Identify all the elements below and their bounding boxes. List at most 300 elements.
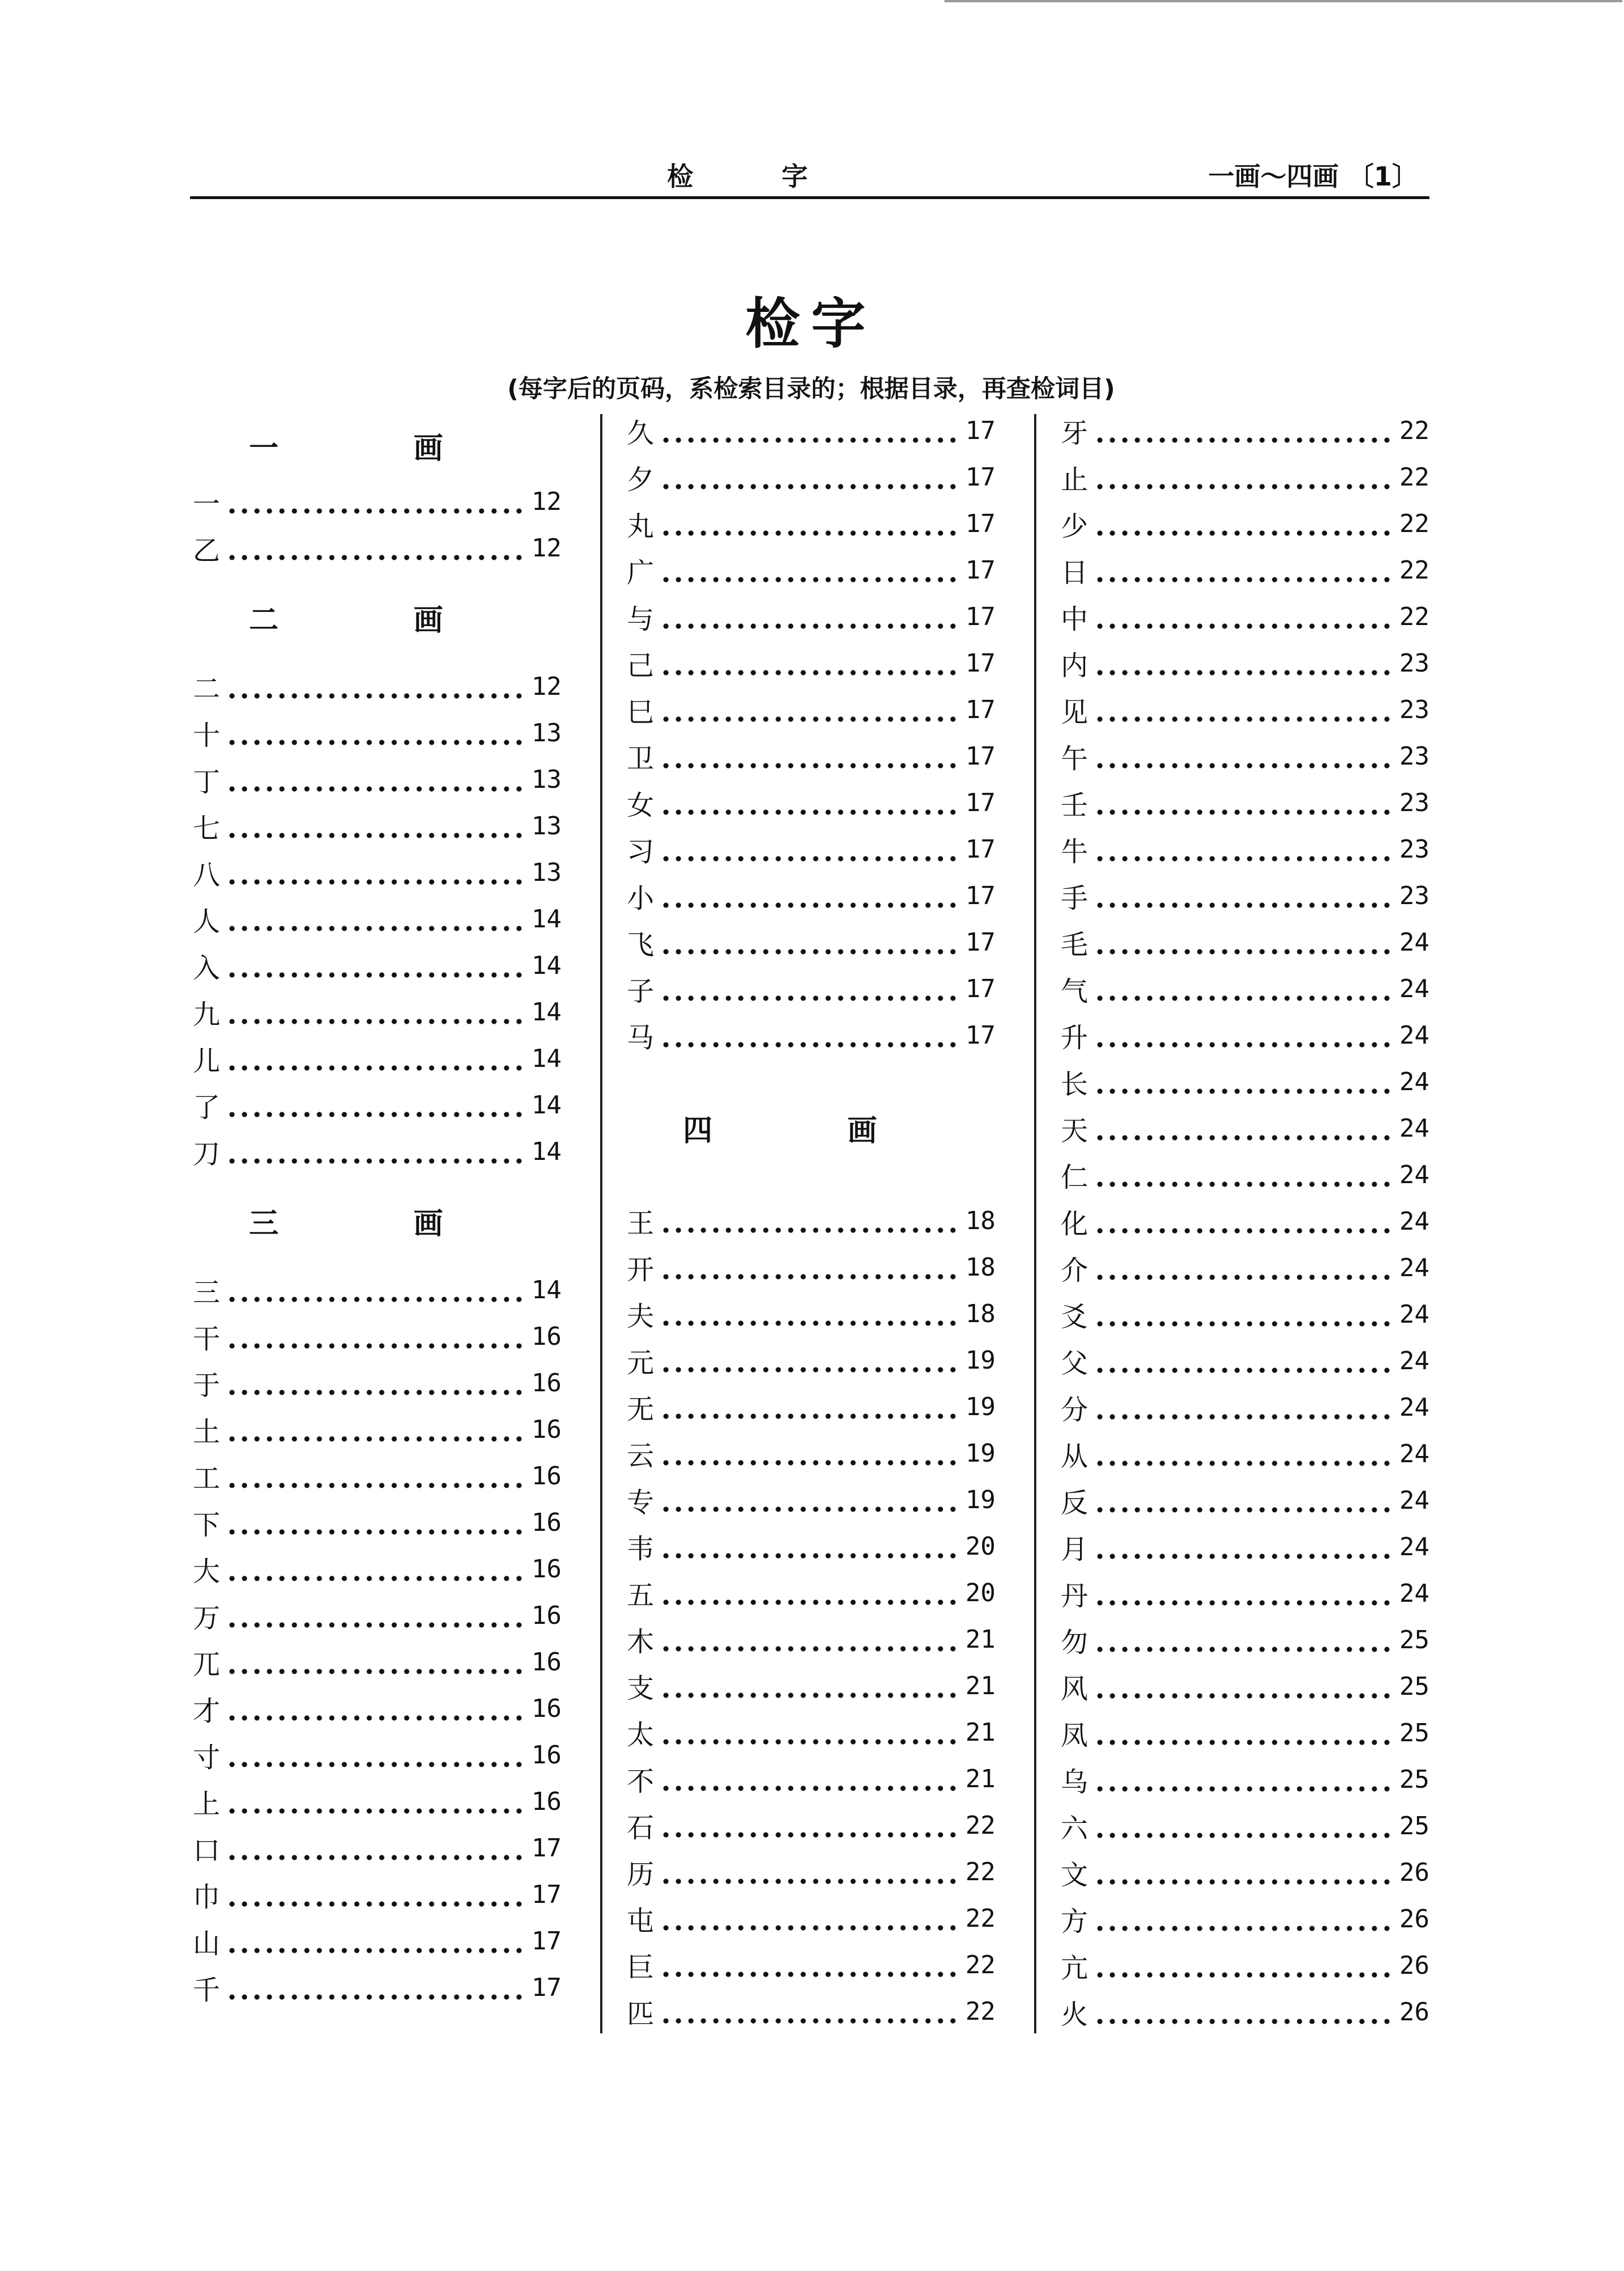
dot-leader	[226, 1741, 528, 1768]
index-entry	[1061, 686, 1429, 733]
index-entry	[627, 872, 996, 919]
entry-character: 飞	[627, 928, 655, 961]
index-entry	[1061, 1244, 1429, 1291]
entry-page-number: 22	[965, 1996, 996, 2026]
index-entry	[627, 1848, 996, 1895]
index-entry	[627, 1709, 996, 1755]
index-entry	[1061, 1523, 1429, 1570]
dot-leader	[660, 1207, 962, 1234]
dot-leader	[660, 1533, 962, 1560]
entry-page-number: 23	[1399, 648, 1429, 678]
dot-leader	[226, 1974, 528, 2001]
index-entry	[1061, 1384, 1429, 1430]
dot-leader	[1094, 1719, 1396, 1746]
index-entry	[1061, 826, 1429, 872]
stroke-count-heading: 一 画	[248, 432, 506, 466]
entry-page-number: 17	[965, 695, 996, 724]
entry-page-number: 24	[1399, 1206, 1429, 1236]
entry-page-number: 24	[1399, 1160, 1429, 1189]
entry-page-number: 22	[1399, 555, 1429, 585]
index-entry	[1061, 1709, 1429, 1756]
entry-page-number: 16	[532, 1508, 562, 1537]
entry-page-number: 12	[532, 672, 562, 701]
entry-page-number: 17	[965, 927, 996, 957]
index-entry	[1061, 1942, 1429, 1989]
dot-leader	[660, 1579, 962, 1606]
entry-character: 历	[627, 1858, 655, 1890]
entry-character: 木	[627, 1626, 655, 1658]
dot-leader	[226, 905, 528, 932]
index-entry	[1061, 1989, 1429, 2035]
entry-character: 入	[193, 952, 221, 984]
index-entry	[1061, 1570, 1429, 1616]
index-entry	[627, 1895, 996, 1941]
entry-character: 丁	[193, 766, 221, 798]
entry-character: 不	[627, 1765, 655, 1797]
entry-character: 牛	[1061, 835, 1089, 868]
entry-page-number: 20	[965, 1531, 996, 1561]
index-entry	[193, 1406, 562, 1453]
entry-character: 升	[1061, 1021, 1089, 1054]
entry-character: 一	[193, 488, 221, 520]
dot-leader	[1094, 928, 1396, 956]
entry-page-number: 22	[1399, 462, 1429, 492]
entry-page-number: 14	[532, 1090, 562, 1120]
entry-page-number: 14	[532, 1044, 562, 1073]
index-entry	[193, 1732, 562, 1778]
dot-leader	[1094, 1301, 1396, 1328]
entry-character: 广	[627, 556, 655, 589]
entry-page-number: 17	[965, 555, 996, 585]
entry-page-number: 17	[965, 416, 996, 445]
page-subtitle: (每字后的页码，系检索目录的；根据目录，再查检词目)	[507, 375, 1115, 403]
entry-page-number: 21	[965, 1717, 996, 1747]
entry-page-number: 24	[1399, 927, 1429, 957]
dot-leader	[660, 882, 962, 909]
dot-leader	[660, 1998, 962, 2025]
entry-character: 九	[193, 998, 221, 1031]
entry-character: 上	[193, 1788, 221, 1820]
dot-leader	[660, 463, 962, 491]
entry-page-number: 17	[965, 1020, 996, 1050]
entry-page-number: 21	[965, 1624, 996, 1654]
entry-page-number: 18	[965, 1299, 996, 1328]
entry-page-number: 13	[532, 811, 562, 841]
dot-leader	[1094, 417, 1396, 444]
index-entry	[1061, 407, 1429, 454]
entry-page-number: 22	[965, 1903, 996, 1933]
index-entry	[193, 663, 562, 710]
entry-character: 大	[193, 1555, 221, 1588]
entry-character: 卫	[627, 742, 655, 775]
index-entry	[193, 1035, 562, 1082]
index-entry	[193, 1267, 562, 1313]
index-entry	[193, 942, 562, 989]
entry-character: 巳	[627, 696, 655, 728]
index-entry	[1061, 919, 1429, 965]
entry-character: 手	[1061, 882, 1089, 914]
dot-leader	[226, 1602, 528, 1629]
entry-page-number: 17	[965, 741, 996, 771]
entry-page-number: 17	[965, 881, 996, 910]
entry-page-number: 17	[532, 1973, 562, 2002]
entry-character: 凤	[1061, 1719, 1089, 1751]
dot-leader	[1094, 603, 1396, 630]
index-entry	[627, 1383, 996, 1430]
index-entry	[627, 1197, 996, 1244]
dot-leader	[226, 1369, 528, 1396]
entry-character: 人	[193, 905, 221, 938]
entry-page-number: 19	[965, 1392, 996, 1421]
entry-character: 牙	[1061, 417, 1089, 449]
dot-leader	[660, 1486, 962, 1513]
entry-page-number: 25	[1399, 1718, 1429, 1747]
stroke-count-heading: 三 画	[248, 1206, 506, 1241]
entry-character: 兀	[193, 1648, 221, 1681]
entry-page-number: 23	[1399, 834, 1429, 864]
entry-page-number: 22	[965, 1950, 996, 1979]
dot-leader	[1094, 975, 1396, 1002]
entry-page-number: 14	[532, 951, 562, 980]
dot-leader	[226, 719, 528, 746]
index-entry	[627, 919, 996, 965]
index-entry	[627, 1523, 996, 1569]
index-entry	[1061, 1430, 1429, 1477]
dot-leader	[1094, 835, 1396, 863]
entry-page-number: 20	[965, 1578, 996, 1607]
entry-character: 二	[193, 673, 221, 705]
entry-page-number: 24	[1399, 1532, 1429, 1561]
stroke-count-heading: 四 画	[682, 1114, 940, 1148]
entry-page-number: 17	[965, 648, 996, 678]
dot-leader	[1094, 1115, 1396, 1142]
entry-page-number: 25	[1399, 1765, 1429, 1794]
dot-leader	[660, 789, 962, 816]
entry-character: 亢	[1061, 1952, 1089, 1984]
entry-page-number: 17	[965, 509, 996, 538]
entry-page-number: 24	[1399, 1439, 1429, 1468]
index-entry	[1061, 872, 1429, 919]
entry-page-number: 26	[1399, 1997, 1429, 2027]
index-entry	[627, 779, 996, 826]
entry-page-number: 22	[965, 1857, 996, 1886]
entry-page-number: 12	[532, 487, 562, 516]
dot-leader	[1094, 556, 1396, 584]
entry-page-number: 26	[1399, 1904, 1429, 1934]
entry-page-number: 24	[1399, 1253, 1429, 1282]
entry-character: 丸	[627, 510, 655, 542]
index-entry	[1061, 779, 1429, 826]
index-entry	[1061, 1105, 1429, 1151]
index-entry	[193, 1360, 562, 1406]
dot-leader	[660, 1253, 962, 1281]
entry-character: 于	[193, 1369, 221, 1402]
dot-leader	[1094, 1487, 1396, 1514]
entry-page-number: 24	[1399, 1020, 1429, 1050]
entry-page-number: 25	[1399, 1671, 1429, 1701]
entry-character: 气	[1061, 975, 1089, 1007]
index-entry	[193, 1499, 562, 1546]
entry-character: 止	[1061, 463, 1089, 496]
entry-page-number: 24	[1399, 1346, 1429, 1375]
index-entry	[627, 593, 996, 640]
index-entry	[627, 1430, 996, 1476]
entry-page-number: 24	[1399, 1299, 1429, 1329]
entry-page-number: 21	[965, 1764, 996, 1793]
index-entry	[1061, 733, 1429, 779]
index-entry	[627, 1012, 996, 1058]
page-title: 检字	[745, 292, 877, 356]
column-divider	[600, 414, 602, 2033]
entry-page-number: 17	[532, 1833, 562, 1863]
entry-character: 山	[193, 1927, 221, 1960]
entry-page-number: 19	[965, 1345, 996, 1375]
entry-page-number: 16	[532, 1694, 562, 1723]
entry-character: 下	[193, 1509, 221, 1541]
dot-leader	[660, 1346, 962, 1374]
entry-character: 风	[1061, 1673, 1089, 1705]
dot-leader	[1094, 1859, 1396, 1886]
entry-page-number: 17	[965, 788, 996, 817]
entry-character: 火	[1061, 1998, 1089, 2031]
index-entry	[193, 1871, 562, 1918]
index-column-2	[627, 407, 996, 2034]
entry-page-number: 13	[532, 858, 562, 887]
column-divider	[1034, 414, 1036, 2033]
dot-leader	[1094, 1998, 1396, 2025]
dot-leader	[226, 766, 528, 793]
dot-leader	[226, 1788, 528, 1815]
entry-page-number: 23	[1399, 788, 1429, 817]
dot-leader	[1094, 1440, 1396, 1467]
entry-character: 毛	[1061, 928, 1089, 961]
index-entry	[193, 1685, 562, 1732]
dot-leader	[1094, 1068, 1396, 1095]
index-entry	[193, 1546, 562, 1592]
entry-character: 三	[193, 1276, 221, 1308]
entry-page-number: 17	[532, 1880, 562, 1909]
entry-page-number: 24	[1399, 1067, 1429, 1096]
entry-character: 乙	[193, 534, 221, 567]
dot-leader	[660, 1812, 962, 1839]
entry-character: 支	[627, 1672, 655, 1704]
dot-leader	[660, 417, 962, 444]
entry-character: 专	[627, 1486, 655, 1518]
index-entry	[193, 1778, 562, 1825]
entry-character: 无	[627, 1393, 655, 1425]
running-header-title: 检 字	[667, 161, 847, 192]
dot-leader	[660, 649, 962, 677]
entry-character: 中	[1061, 603, 1089, 635]
entry-page-number: 16	[532, 1601, 562, 1630]
entry-character: 久	[627, 417, 655, 449]
index-entry	[627, 500, 996, 547]
entry-page-number: 16	[532, 1554, 562, 1584]
dot-leader	[1094, 1905, 1396, 1932]
entry-page-number: 19	[965, 1438, 996, 1468]
entry-character: 土	[193, 1416, 221, 1448]
index-entry	[627, 1616, 996, 1662]
entry-character: 少	[1061, 510, 1089, 542]
index-entry	[1061, 1803, 1429, 1849]
index-entry	[627, 1290, 996, 1337]
index-entry	[193, 478, 562, 525]
entry-character: 王	[627, 1207, 655, 1239]
dot-leader	[1094, 789, 1396, 816]
dot-leader	[660, 510, 962, 537]
entry-character: 文	[1061, 1859, 1089, 1891]
entry-character: 与	[627, 603, 655, 635]
entry-page-number: 24	[1399, 1392, 1429, 1422]
index-entry	[193, 989, 562, 1035]
entry-page-number: 17	[532, 1926, 562, 1956]
index-entry	[627, 1941, 996, 1988]
dot-leader	[660, 1021, 962, 1049]
dot-leader	[226, 673, 528, 700]
entry-page-number: 26	[1399, 1951, 1429, 1980]
dot-leader	[1094, 696, 1396, 723]
index-entry	[1061, 547, 1429, 593]
entry-character: 工	[193, 1462, 221, 1495]
entry-character: 长	[1061, 1068, 1089, 1100]
entry-page-number: 17	[965, 974, 996, 1003]
dot-leader	[1094, 1673, 1396, 1700]
entry-character: 口	[193, 1834, 221, 1867]
entry-character: 爻	[1061, 1301, 1089, 1333]
entry-character: 分	[1061, 1394, 1089, 1426]
index-entry	[1061, 1198, 1429, 1244]
index-entry	[627, 686, 996, 733]
dot-leader	[660, 1672, 962, 1699]
dot-leader	[226, 1881, 528, 1908]
entry-character: 才	[193, 1695, 221, 1727]
entry-character: 屯	[627, 1905, 655, 1937]
dot-leader	[660, 928, 962, 956]
dot-leader	[660, 1858, 962, 1885]
entry-character: 万	[193, 1602, 221, 1634]
dot-leader	[660, 835, 962, 863]
entry-character: 丹	[1061, 1580, 1089, 1612]
entry-page-number: 24	[1399, 974, 1429, 1003]
entry-character: 巨	[627, 1951, 655, 1983]
entry-character: 壬	[1061, 789, 1089, 821]
index-entry	[627, 1244, 996, 1290]
entry-page-number: 23	[1399, 695, 1429, 724]
entry-character: 勿	[1061, 1626, 1089, 1658]
dot-leader	[660, 1393, 962, 1420]
entry-page-number: 23	[1399, 741, 1429, 771]
dot-leader	[226, 534, 528, 562]
entry-page-number: 13	[532, 765, 562, 794]
index-column-3	[1061, 407, 1429, 2035]
dot-leader	[1094, 1766, 1396, 1793]
entry-page-number: 16	[532, 1368, 562, 1398]
dot-leader	[1094, 1161, 1396, 1188]
entry-character: 父	[1061, 1347, 1089, 1379]
dot-leader	[1094, 1208, 1396, 1235]
dot-leader	[226, 952, 528, 979]
index-entry	[1061, 1058, 1429, 1105]
dot-leader	[1094, 1394, 1396, 1421]
dot-leader	[226, 859, 528, 886]
index-entry	[627, 965, 996, 1012]
entry-character: 十	[193, 719, 221, 752]
index-entry	[627, 1662, 996, 1709]
entry-page-number: 14	[532, 997, 562, 1027]
entry-character: 从	[1061, 1440, 1089, 1472]
entry-character: 内	[1061, 649, 1089, 682]
index-entry	[193, 1592, 562, 1639]
entry-page-number: 16	[532, 1461, 562, 1491]
dot-leader	[1094, 1952, 1396, 1979]
index-entry	[193, 1639, 562, 1685]
entry-character: 乌	[1061, 1766, 1089, 1798]
index-entry	[627, 1337, 996, 1383]
entry-page-number: 17	[965, 834, 996, 864]
entry-page-number: 24	[1399, 1113, 1429, 1143]
index-entry	[1061, 1012, 1429, 1058]
index-entry	[1061, 965, 1429, 1012]
entry-page-number: 14	[532, 904, 562, 934]
entry-page-number: 16	[532, 1322, 562, 1351]
entry-page-number: 22	[1399, 602, 1429, 631]
dot-leader	[660, 1300, 962, 1327]
index-entry	[1061, 593, 1429, 640]
dot-leader	[226, 1276, 528, 1303]
entry-page-number: 16	[532, 1740, 562, 1770]
entry-page-number: 16	[532, 1647, 562, 1677]
entry-page-number: 24	[1399, 1485, 1429, 1515]
index-entry	[627, 1988, 996, 2034]
entry-character: 子	[627, 975, 655, 1007]
entry-character: 八	[193, 859, 221, 891]
dot-leader	[1094, 1021, 1396, 1049]
entry-character: 巾	[193, 1881, 221, 1913]
entry-page-number: 24	[1399, 1578, 1429, 1608]
dot-leader	[660, 1951, 962, 1978]
entry-character: 方	[1061, 1905, 1089, 1937]
entry-character: 刀	[193, 1138, 221, 1170]
dot-leader	[1094, 1812, 1396, 1839]
dot-leader	[226, 1695, 528, 1722]
index-entry	[193, 756, 562, 803]
entry-character: 石	[627, 1812, 655, 1844]
index-entry	[193, 1964, 562, 2011]
entry-character: 女	[627, 789, 655, 821]
entry-page-number: 18	[965, 1206, 996, 1235]
dot-leader	[660, 742, 962, 770]
dot-leader	[1094, 1254, 1396, 1281]
dot-leader	[1094, 1626, 1396, 1653]
dot-leader	[1094, 510, 1396, 537]
entry-page-number: 22	[1399, 416, 1429, 445]
dot-leader	[226, 1416, 528, 1443]
entry-character: 五	[627, 1579, 655, 1611]
index-entry	[193, 1825, 562, 1871]
entry-character: 反	[1061, 1487, 1089, 1519]
entry-character: 七	[193, 812, 221, 845]
dot-leader	[660, 603, 962, 630]
index-entry	[193, 1082, 562, 1128]
entry-page-number: 25	[1399, 1625, 1429, 1654]
entry-character: 月	[1061, 1533, 1089, 1565]
entry-page-number: 16	[532, 1787, 562, 1816]
index-entry	[627, 547, 996, 593]
dot-leader	[660, 1765, 962, 1792]
entry-page-number: 23	[1399, 881, 1429, 910]
entry-page-number: 16	[532, 1415, 562, 1444]
entry-character: 云	[627, 1440, 655, 1472]
